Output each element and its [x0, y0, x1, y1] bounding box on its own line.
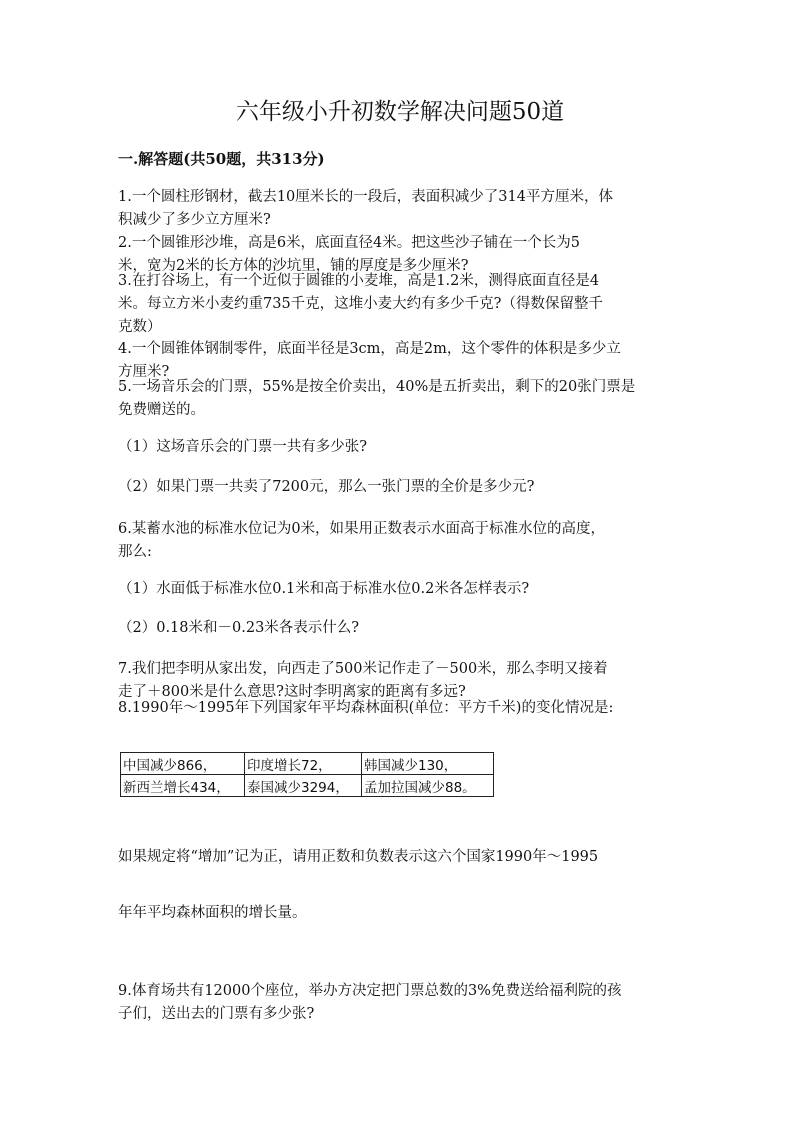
question-1-line: 积减少了多少立方厘米? — [118, 212, 271, 228]
question-8-line: 8.1990年～1995年下列国家年平均森林面积(单位：平方千米)的变化情况是: — [118, 700, 614, 716]
question-2-line: 米，宽为2米的长方体的沙坑里，铺的厚度是多少厘米? — [118, 258, 469, 274]
forest-area-table — [120, 752, 494, 797]
section-heading: 一.解答题(共50题，共313分) — [118, 150, 325, 168]
table-cell: 中国减少866， — [121, 753, 245, 775]
question-3-line: 克数） — [118, 319, 162, 335]
question-8-text-2: 年年平均森林面积的增长量。 — [118, 905, 307, 921]
question-6-line: 那么: — [118, 544, 152, 560]
question-3 — [118, 270, 688, 339]
question-5-part-1: （1）这场音乐会的门票一共有多少张? — [118, 439, 367, 455]
question-9-line: 9.体育场共有12000个座位，举办方决定把门票总数的3%免费送给福利院的孩 — [118, 983, 622, 999]
question-6 — [118, 518, 688, 564]
question-5 — [118, 376, 688, 422]
question-6-part-1: （1）水面低于标准水位0.1米和高于标准水位0.2米各怎样表示? — [118, 581, 530, 597]
table-cell: 印度增长72， — [245, 753, 362, 775]
question-5-line: 免费赠送的。 — [118, 402, 205, 418]
question-7-line: 7.我们把李明从家出发，向西走了500米记作走了－500米，那么李明又接着 — [118, 661, 608, 677]
question-9 — [118, 980, 688, 1026]
question-6-part-2: （2）0.18米和－0.23米各表示什么? — [118, 620, 360, 636]
question-4-line: 方厘米? — [118, 364, 170, 380]
table-cell: 韩国减少130， — [362, 753, 494, 775]
table-cell: 孟加拉国减少88。 — [362, 775, 494, 797]
question-2-line: 2.一个圆锥形沙堆，高是6米，底面直径4米。把这些沙子铺在一个长为5 — [118, 235, 581, 251]
question-6-line: 6.某蓄水池的标准水位记为0米，如果用正数表示水面高于标准水位的高度， — [118, 521, 606, 537]
table-cell: 新西兰增长434， — [121, 775, 245, 797]
question-1-line: 1.一个圆柱形钢材，截去10厘米长的一段后，表面积减少了314平方厘米，体 — [118, 189, 613, 205]
page-title: 六年级小升初数学解决问题50道 — [235, 99, 565, 125]
question-3-line: 米。每立方米小麦约重735千克，这堆小麦大约有多少千克?（得数保留整千 — [118, 296, 603, 312]
question-5-line: 5.一场音乐会的门票，55%是按全价卖出，40%是五折卖出，剩下的20张门票是 — [118, 379, 636, 395]
table-row — [121, 753, 494, 775]
table-row — [121, 775, 494, 797]
question-8-text-1: 如果规定将“增加”记为正，请用正数和负数表示这六个国家1990年～1995 — [118, 849, 599, 865]
question-8 — [118, 697, 688, 720]
question-7-line: 走了＋800米是什么意思?这时李明离家的距离有多远? — [118, 684, 466, 700]
question-1 — [118, 186, 688, 232]
question-3-line: 3.在打谷场上，有一个近似于圆锥的小麦堆，高是1.2米，测得底面直径是4 — [118, 273, 600, 289]
question-9-line: 子们，送出去的门票有多少张? — [118, 1006, 315, 1022]
question-4-line: 4.一个圆锥体钢制零件，底面半径是3cm，高是2m，这个零件的体积是多少立 — [118, 341, 621, 357]
table-cell: 泰国减少3294， — [245, 775, 362, 797]
question-5-part-2: （2）如果门票一共卖了7200元，那么一张门票的全价是多少元? — [118, 479, 535, 495]
